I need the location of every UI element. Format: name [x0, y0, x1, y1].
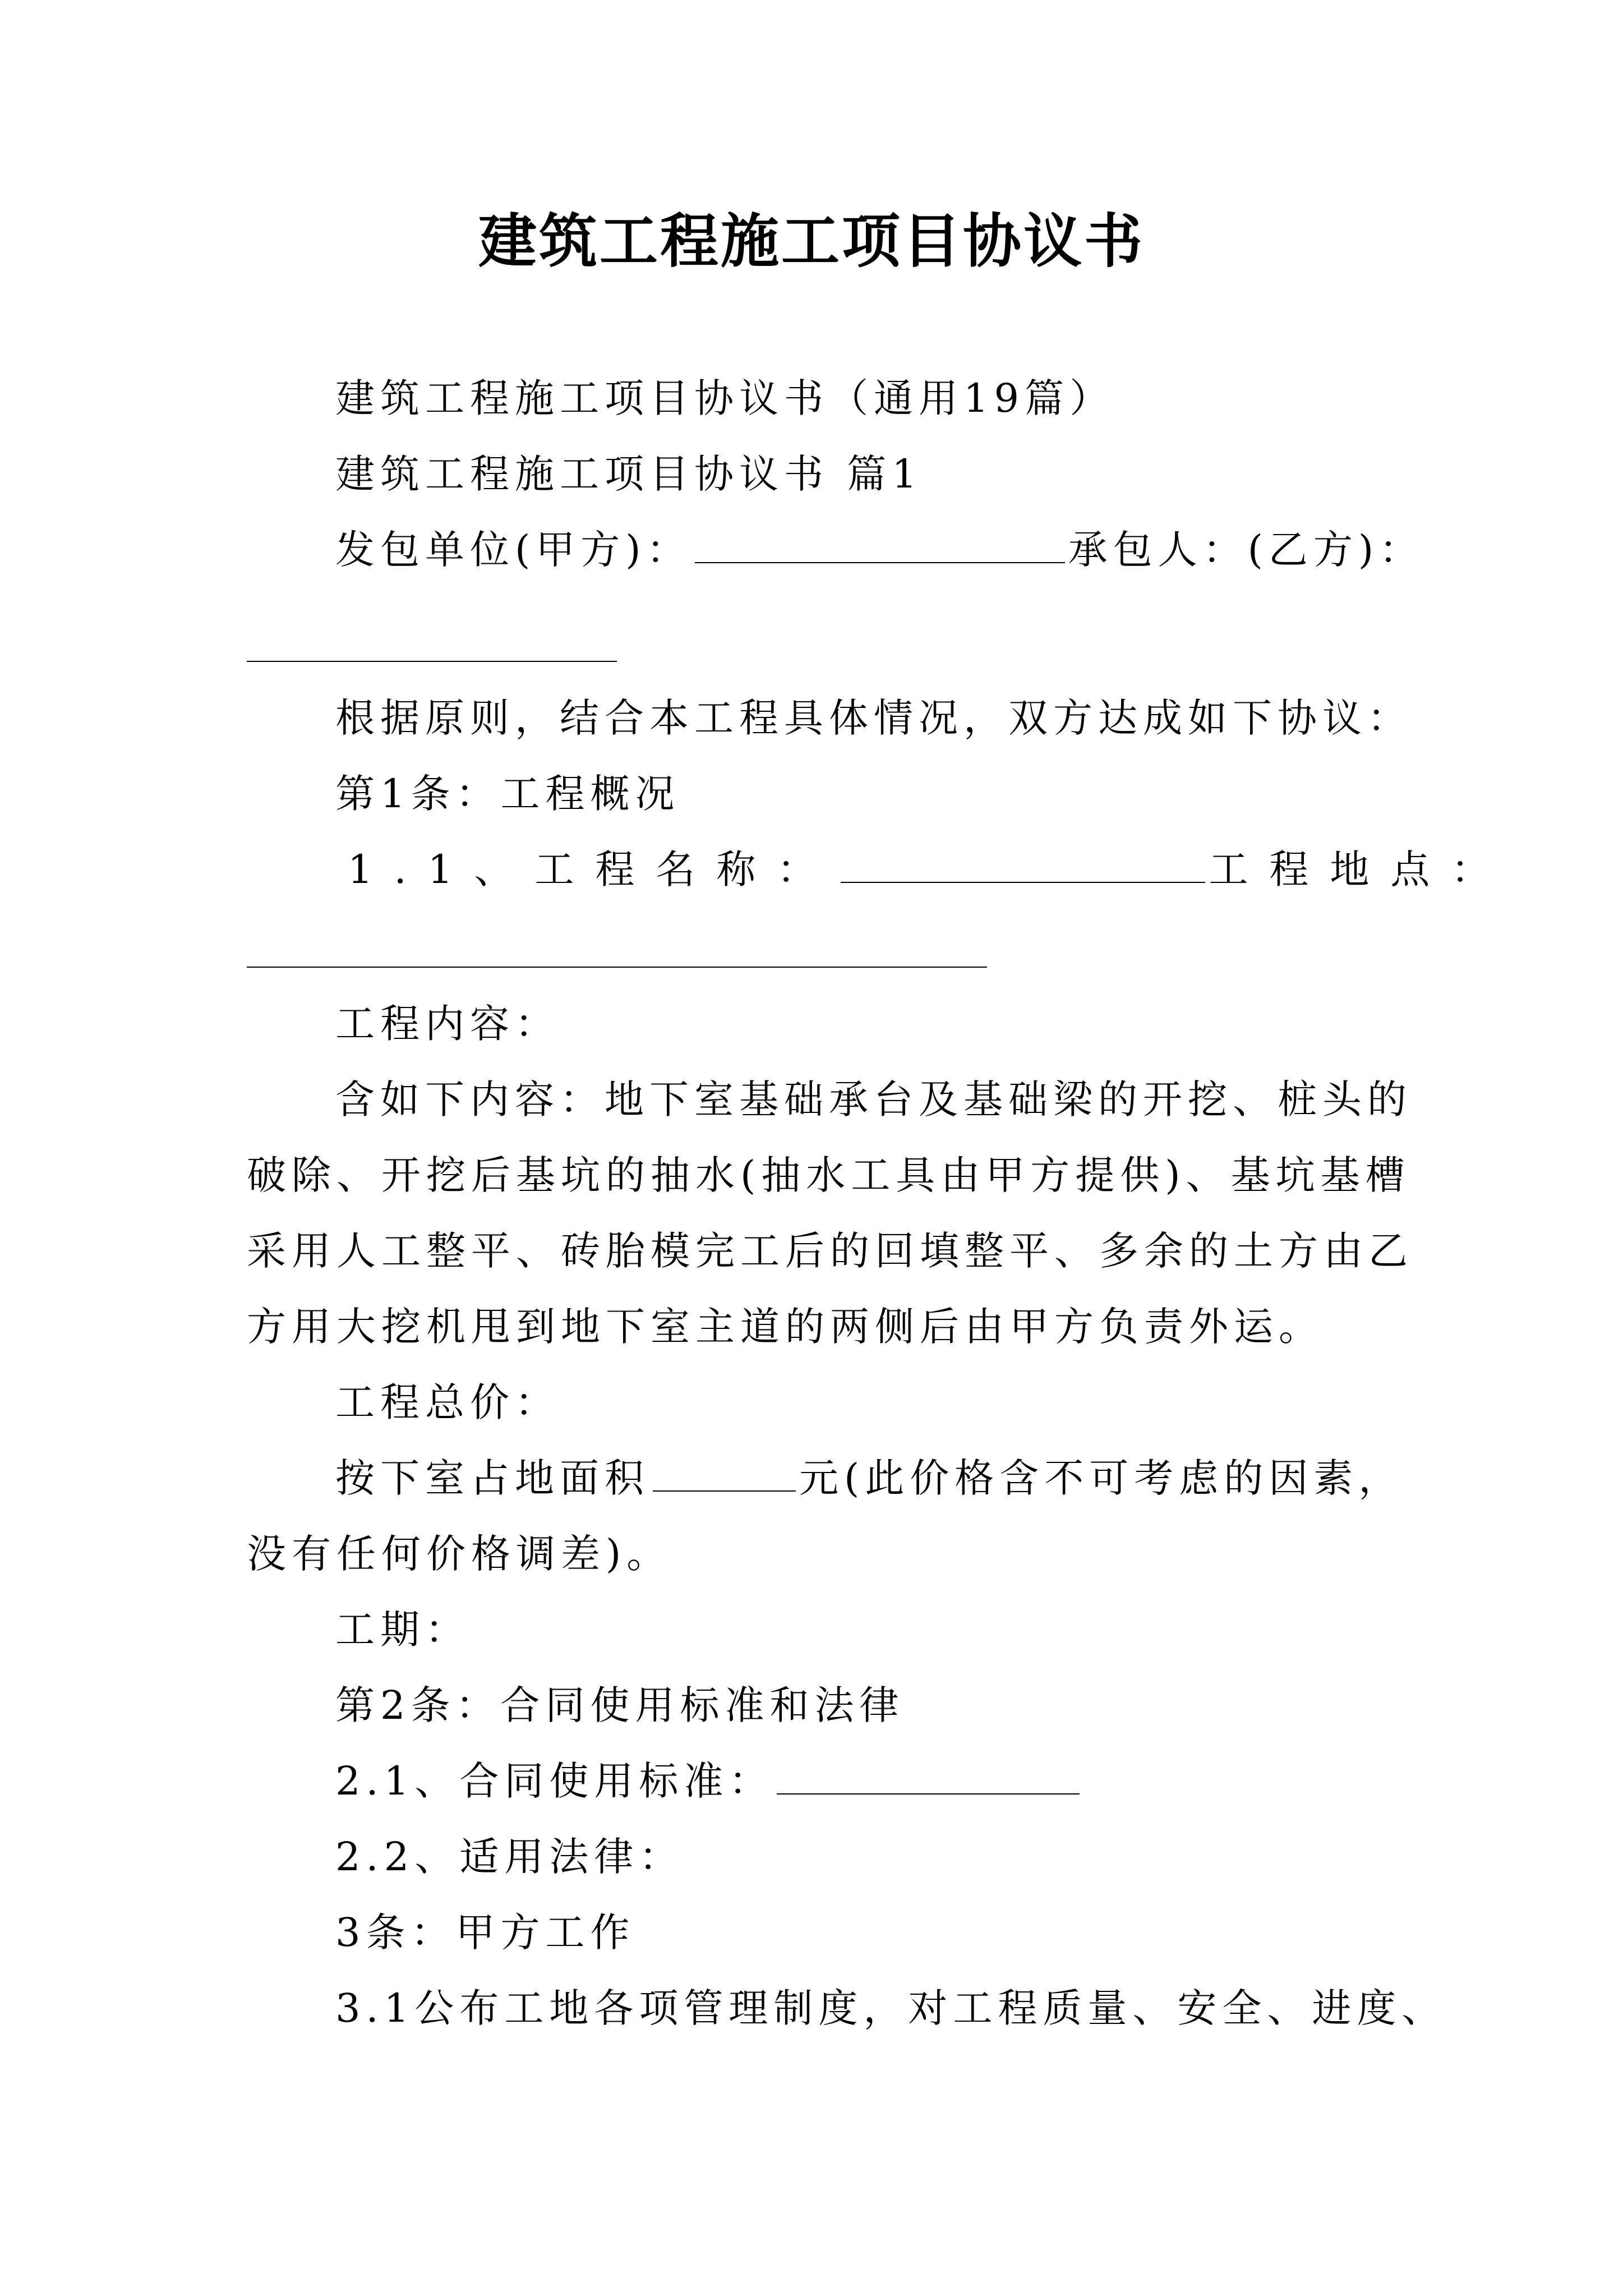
content-body-line-1: 含如下内容：地下室基础承台及基础梁的开挖、桩头的 — [335, 1076, 1412, 1122]
party-a-label: 发包单位(甲方)： — [335, 527, 691, 573]
price-body-text-a: 按下室占地面积 — [335, 1455, 649, 1501]
content-body-line-2: 破除、开挖后基坑的抽水(抽水工具由甲方提供)、基坑基槽 — [247, 1152, 1410, 1198]
party-a-blank — [695, 528, 1065, 563]
price-body-line-2: 没有任何价格调差)。 — [247, 1531, 672, 1577]
intro-paragraph: 根据原则，结合本工程具体情况，双方达成如下协议： — [335, 695, 1412, 741]
article-1-title: 第1条：工程概况 — [335, 771, 680, 817]
item-1-1-line — [348, 841, 1511, 898]
content-body-line-3: 采用人工整平、砖胎模完工后的回填整平、多余的土方由乙 — [247, 1228, 1413, 1274]
project-name-blank — [841, 848, 1205, 883]
price-label: 工程总价： — [335, 1379, 560, 1425]
content-body-line-4: 方用大挖机甩到地下室主道的两侧后由甲方负责外运。 — [247, 1304, 1324, 1350]
document-title: 建筑工程施工项目协议书 — [478, 206, 1145, 275]
article-2-title: 第2条：合同使用标准和法律 — [335, 1682, 905, 1728]
party-b-label: 承包人：(乙方)： — [1068, 527, 1424, 573]
item-2-1-line — [335, 1753, 1083, 1809]
party-line — [335, 522, 1424, 578]
price-body-text-b: 元(此价格含不可考虑的因素， — [799, 1455, 1404, 1501]
price-blank — [653, 1457, 796, 1492]
standard-blank — [777, 1760, 1080, 1795]
project-location-blank — [247, 967, 987, 968]
document-subtitle: 建筑工程施工项目协议书（通用19篇） — [335, 375, 1115, 421]
section-heading: 建筑工程施工项目协议书 篇1 — [335, 451, 923, 497]
item-2-2: 2.2、适用法律： — [335, 1834, 684, 1880]
price-body-line-1 — [335, 1450, 1403, 1506]
project-name-label: 1.1、工程名称： — [348, 846, 838, 892]
content-label: 工程内容： — [335, 1001, 560, 1047]
period-label: 工期： — [335, 1607, 470, 1653]
project-location-label: 工程地点： — [1209, 846, 1512, 892]
item-2-1-label: 2.1、合同使用标准： — [335, 1758, 774, 1804]
party-b-blank — [247, 661, 617, 662]
item-3-1: 3.1公布工地各项管理制度，对工程质量、安全、进度、 — [335, 1985, 1447, 2031]
article-3-title: 3条：甲方工作 — [335, 1910, 635, 1955]
